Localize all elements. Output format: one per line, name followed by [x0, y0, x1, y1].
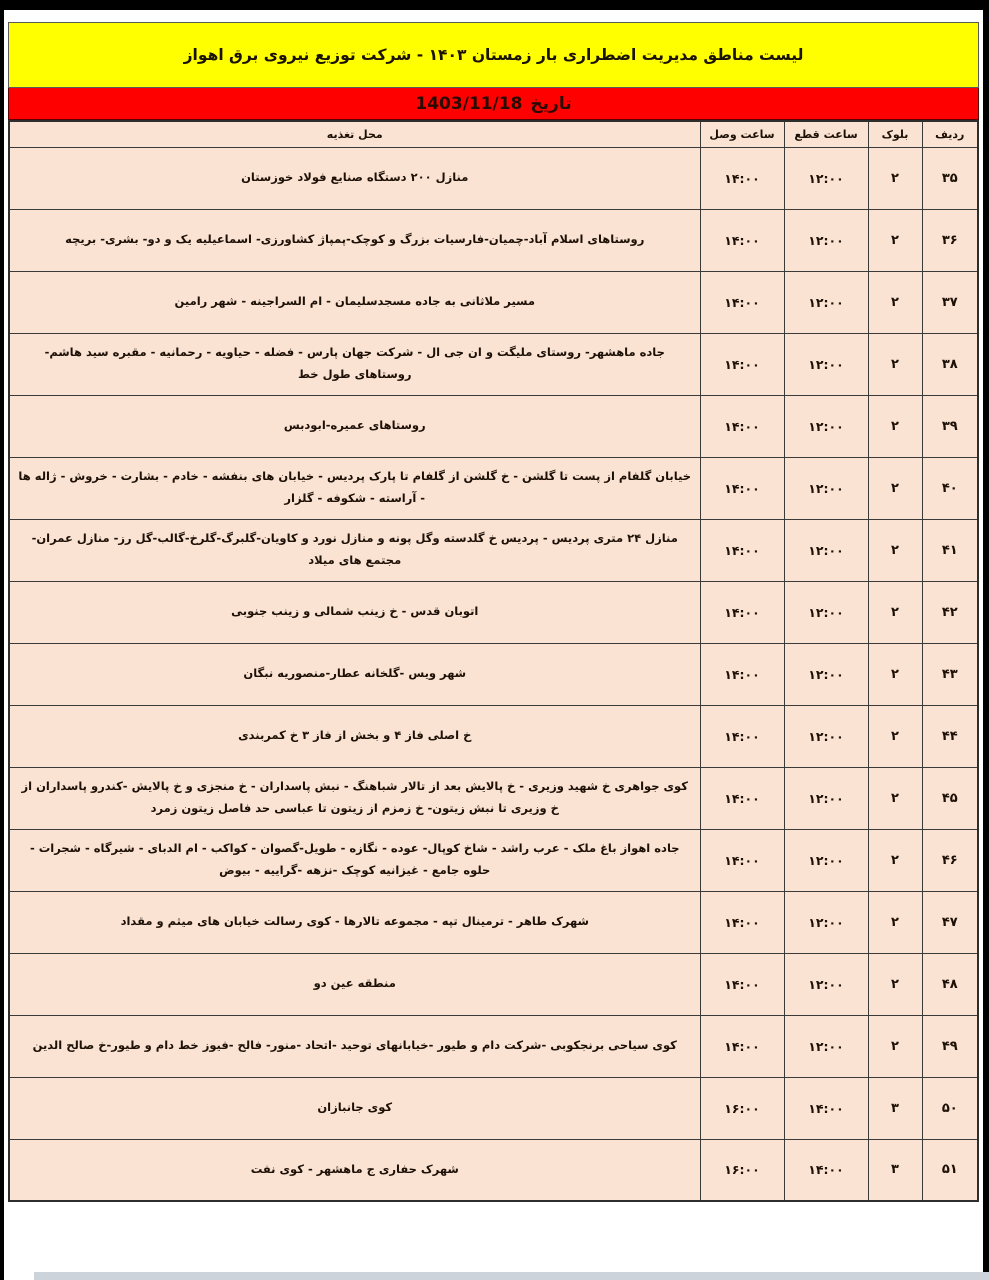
- bottom-scrollbar-strip: [34, 1272, 989, 1280]
- column-header-feed-location: محل تغذیه: [9, 121, 700, 147]
- table-row: [9, 891, 978, 953]
- date-label: تاریخ: [530, 93, 572, 114]
- restore-time-cell: ۱۴:۰۰: [700, 891, 784, 953]
- block-cell: ۲: [868, 953, 922, 1015]
- outage-schedule-table: [8, 120, 979, 1202]
- block-cell: ۲: [868, 891, 922, 953]
- cut-time-cell: ۱۲:۰۰: [784, 767, 868, 829]
- row-number-cell: ۳۶: [922, 209, 978, 271]
- restore-time-cell: ۱۴:۰۰: [700, 519, 784, 581]
- restore-time-cell: ۱۴:۰۰: [700, 643, 784, 705]
- cut-time-cell: ۱۲:۰۰: [784, 147, 868, 209]
- restore-time-cell: ۱۴:۰۰: [700, 457, 784, 519]
- restore-time-cell: ۱۴:۰۰: [700, 1015, 784, 1077]
- restore-time-cell: ۱۴:۰۰: [700, 705, 784, 767]
- restore-time-cell: ۱۴:۰۰: [700, 953, 784, 1015]
- table-row: [9, 333, 978, 395]
- block-cell: ۲: [868, 271, 922, 333]
- table-row: [9, 147, 978, 209]
- table-row: [9, 581, 978, 643]
- block-cell: ۲: [868, 581, 922, 643]
- restore-time-cell: ۱۴:۰۰: [700, 581, 784, 643]
- table-row: [9, 1077, 978, 1139]
- block-cell: ۲: [868, 519, 922, 581]
- column-header-row-number: ردیف: [922, 121, 978, 147]
- table-row: [9, 829, 978, 891]
- block-cell: ۲: [868, 457, 922, 519]
- feed-location-cell: کوی جواهری خ شهید وزیری - خ پالایش بعد از تالار شباهنگ - نبش پاسداران - خ منجزی و خ پالایش -کندرو پاسداران از خ وزیری تا نبش زیتون- خ زمزم از زیتون تا عباسی حد فاصل زیتون زمرد: [9, 767, 700, 829]
- table-row: [9, 457, 978, 519]
- feed-location-cell: اتوبان قدس - خ زینب شمالی و زینب جنوبی: [9, 581, 700, 643]
- feed-location-cell: کوی سیاحی برنجکوبی -شرکت دام و طیور -خیابانهای توحید -اتحاد -منور- فالح -فیوز خط دام و طیور-خ صالح الدین: [9, 1015, 700, 1077]
- block-cell: ۲: [868, 829, 922, 891]
- restore-time-cell: ۱۴:۰۰: [700, 767, 784, 829]
- restore-time-cell: ۱۴:۰۰: [700, 395, 784, 457]
- outage-table-body: [9, 147, 978, 1201]
- column-header-restore-time: ساعت وصل: [700, 121, 784, 147]
- row-number-cell: ۳۷: [922, 271, 978, 333]
- table-row: [9, 395, 978, 457]
- restore-time-cell: ۱۶:۰۰: [700, 1077, 784, 1139]
- cut-time-cell: ۱۲:۰۰: [784, 333, 868, 395]
- cut-time-cell: ۱۲:۰۰: [784, 395, 868, 457]
- block-cell: ۲: [868, 1015, 922, 1077]
- restore-time-cell: ۱۴:۰۰: [700, 829, 784, 891]
- feed-location-cell: خ اصلی فاز ۴ و بخش از فاز ۳ خ کمربندی: [9, 705, 700, 767]
- table-row: [9, 767, 978, 829]
- feed-location-cell: جاده ماهشهر- روستای ملیگت و ان جی ال - شرکت جهان پارس - فضله - حیاویه - رحمانیه - مقبره سید هاشم- روستاهای طول خط: [9, 333, 700, 395]
- block-cell: ۲: [868, 643, 922, 705]
- cut-time-cell: ۱۲:۰۰: [784, 891, 868, 953]
- table-header-row: [9, 121, 978, 147]
- column-header-block: بلوک: [868, 121, 922, 147]
- restore-time-cell: ۱۴:۰۰: [700, 209, 784, 271]
- restore-time-cell: ۱۴:۰۰: [700, 333, 784, 395]
- page-title: لیست مناطق مدیریت اضطراری بار زمستان ۱۴۰۳ - شرکت توزیع نیروی برق اهواز: [183, 46, 804, 64]
- feed-location-cell: مسیر ملاثانی به جاده مسجدسلیمان - ام السراجینه - شهر رامین: [9, 271, 700, 333]
- cut-time-cell: ۱۲:۰۰: [784, 705, 868, 767]
- block-cell: ۲: [868, 395, 922, 457]
- feed-location-cell: منطقه عین دو: [9, 953, 700, 1015]
- row-number-cell: ۵۱: [922, 1139, 978, 1201]
- feed-location-cell: شهر ویس -گلخانه عطار-منصوریه نبگان: [9, 643, 700, 705]
- row-number-cell: ۳۹: [922, 395, 978, 457]
- block-cell: ۳: [868, 1077, 922, 1139]
- row-number-cell: ۳۵: [922, 147, 978, 209]
- cut-time-cell: ۱۲:۰۰: [784, 1015, 868, 1077]
- feed-location-cell: جاده اهواز باغ ملک - عرب راشد - شاخ کوپال- عوده - نگازه - طویل-گصوان - کواکب - ام الدبای - شیرگاه - شجرات - حلوه جامع - غیزانیه کوچک -نزهه -گراییه - بیوض: [9, 829, 700, 891]
- row-number-cell: ۳۸: [922, 333, 978, 395]
- cut-time-cell: ۱۴:۰۰: [784, 1139, 868, 1201]
- title-banner: [8, 22, 979, 88]
- row-number-cell: ۴۳: [922, 643, 978, 705]
- table-row: [9, 1139, 978, 1201]
- table-row: [9, 705, 978, 767]
- row-number-cell: ۴۱: [922, 519, 978, 581]
- restore-time-cell: ۱۴:۰۰: [700, 147, 784, 209]
- row-number-cell: ۴۸: [922, 953, 978, 1015]
- row-number-cell: ۴۵: [922, 767, 978, 829]
- cut-time-cell: ۱۲:۰۰: [784, 271, 868, 333]
- row-number-cell: ۴۲: [922, 581, 978, 643]
- cut-time-cell: ۱۲:۰۰: [784, 457, 868, 519]
- row-number-cell: ۴۹: [922, 1015, 978, 1077]
- row-number-cell: ۴۷: [922, 891, 978, 953]
- column-header-cut-time: ساعت قطع: [784, 121, 868, 147]
- block-cell: ۲: [868, 333, 922, 395]
- table-row: [9, 271, 978, 333]
- block-cell: ۳: [868, 1139, 922, 1201]
- row-number-cell: ۵۰: [922, 1077, 978, 1139]
- row-number-cell: ۴۴: [922, 705, 978, 767]
- feed-location-cell: منازل ۲۰۰ دستگاه صنایع فولاد خوزستان: [9, 147, 700, 209]
- cut-time-cell: ۱۲:۰۰: [784, 209, 868, 271]
- table-row: [9, 953, 978, 1015]
- row-number-cell: ۴۶: [922, 829, 978, 891]
- cut-time-cell: ۱۲:۰۰: [784, 953, 868, 1015]
- feed-location-cell: خیابان گلفام از پست تا گلشن - خ گلشن از گلفام تا پارک پردیس - خیابان های بنفشه - خادم - بشارت - خروش - ژاله ها - آراسته - شکوفه - گلزار: [9, 457, 700, 519]
- cut-time-cell: ۱۴:۰۰: [784, 1077, 868, 1139]
- cut-time-cell: ۱۲:۰۰: [784, 643, 868, 705]
- cut-time-cell: ۱۲:۰۰: [784, 519, 868, 581]
- row-number-cell: ۴۰: [922, 457, 978, 519]
- restore-time-cell: ۱۴:۰۰: [700, 271, 784, 333]
- date-bar: [8, 88, 979, 120]
- cut-time-cell: ۱۲:۰۰: [784, 829, 868, 891]
- feed-location-cell: منازل ۲۴ متری پردیس - پردیس خ گلدسته وگل پونه و منازل نورد و کاویان-گلبرگ-گلرخ-گالب-گل رز- منازل عمران-مجتمع های میلاد: [9, 519, 700, 581]
- date-value: 1403/11/18: [415, 93, 523, 114]
- block-cell: ۲: [868, 147, 922, 209]
- block-cell: ۲: [868, 209, 922, 271]
- table-row: [9, 209, 978, 271]
- table-row: [9, 1015, 978, 1077]
- feed-location-cell: روستاهای اسلام آباد-چمیان-فارسیات بزرگ و کوچک-پمپاژ کشاورزی- اسماعیلیه یک و دو- بشری- بریچه: [9, 209, 700, 271]
- table-row: [9, 519, 978, 581]
- block-cell: ۲: [868, 767, 922, 829]
- feed-location-cell: شهرک طاهر - ترمینال تپه - مجموعه تالارها - کوی رسالت خیابان های میثم و مقداد: [9, 891, 700, 953]
- block-cell: ۲: [868, 705, 922, 767]
- feed-location-cell: شهرک حفاری ج ماهشهر - کوی نفت: [9, 1139, 700, 1201]
- feed-location-cell: کوی جانبازان: [9, 1077, 700, 1139]
- cut-time-cell: ۱۲:۰۰: [784, 581, 868, 643]
- feed-location-cell: روستاهای عمیره-ابودبس: [9, 395, 700, 457]
- document-page: [4, 10, 983, 1280]
- table-row: [9, 643, 978, 705]
- restore-time-cell: ۱۶:۰۰: [700, 1139, 784, 1201]
